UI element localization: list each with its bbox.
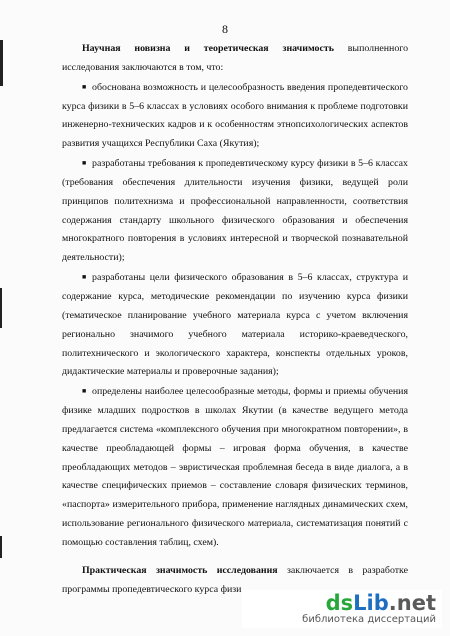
heading-practical: Практическая значимость исследования <box>82 564 278 576</box>
page-body <box>62 40 408 599</box>
bullet-marker-icon: ■ <box>82 159 87 168</box>
logo-part-ds: ds <box>325 591 354 615</box>
bullet-marker-icon: ■ <box>82 387 87 396</box>
bullet-item <box>62 268 408 382</box>
bullet-marker-icon: ■ <box>82 82 87 91</box>
bullet-text: разработаны требования к пропедевтическому курсу физики в 5–6 классах (требования обеспечения длительности изучения физики, ведущей роли принципов политехнизма и профессиональной направленности, соответствия содержания стандарту школьного физического образования и обеспечения многократного повторения в условиях интересной и творческой познавательной деятельности); <box>62 158 408 264</box>
watermark-logo <box>326 592 436 614</box>
logo-part-net: .net <box>388 591 436 615</box>
page-number: 8 <box>222 22 228 36</box>
bullet-text: обоснована возможность и целесообразность введения пропедевтического курса физики в 5–6 классах в условиях особого внимания к проблеме подготовки инженерно-технических кадров и к особенностям этнопсихологических аспектов развития учащихся Республики Саха (Якутия); <box>62 81 408 150</box>
heading-novelty: Научная новизна и теоретическая значимость <box>82 43 334 54</box>
watermark-subtitle: библиотека диссертаций <box>302 614 436 625</box>
paragraph-text: заключается в разработке программы пропедевтического курса физи <box>62 564 408 595</box>
paragraph-novelty-intro <box>62 40 408 78</box>
logo-part-lib: Lib <box>353 591 389 615</box>
scan-edge-mark <box>0 536 2 558</box>
bullet-item <box>62 382 408 553</box>
bullet-text: определены наиболее целесообразные методы, формы и приемы обучения физике младших подростков в школах Якутии (в качестве ведущего метода предлагается система «комплексного обучения при многократном повторении», в качестве преобладающей формы – игровая форма обучения, в качестве преобладающих методов – эвристическая проблемная беседа в виде диалога, а в качестве специфических приемов – составление словаря физических терминов, «паспорта» измерительного прибора, применение наглядных динамических схем, использование регионального физического материала, систематизация понятий с помощью составления таблиц, схем). <box>62 386 408 548</box>
bullet-item <box>62 154 408 268</box>
bullet-text: разработаны цели физического образования в 5–6 классах, структура и содержание курса, методические рекомендации по изучению курса физики (тематическое планирование учебного материала курса с учетом включения регионально значимого учебного материала историко-краеведческого, политехнического и экологического характера, конспекты отдельных уроков, дидактические материалы и проверочные задания); <box>62 272 408 378</box>
watermark <box>242 590 442 628</box>
paragraph-text: выполненного исследования заключаются в том, что: <box>62 43 409 73</box>
bullet-marker-icon: ■ <box>82 273 87 282</box>
scan-edge-mark <box>0 40 3 86</box>
bullet-item <box>62 78 408 154</box>
scan-edge-mark <box>0 288 2 328</box>
